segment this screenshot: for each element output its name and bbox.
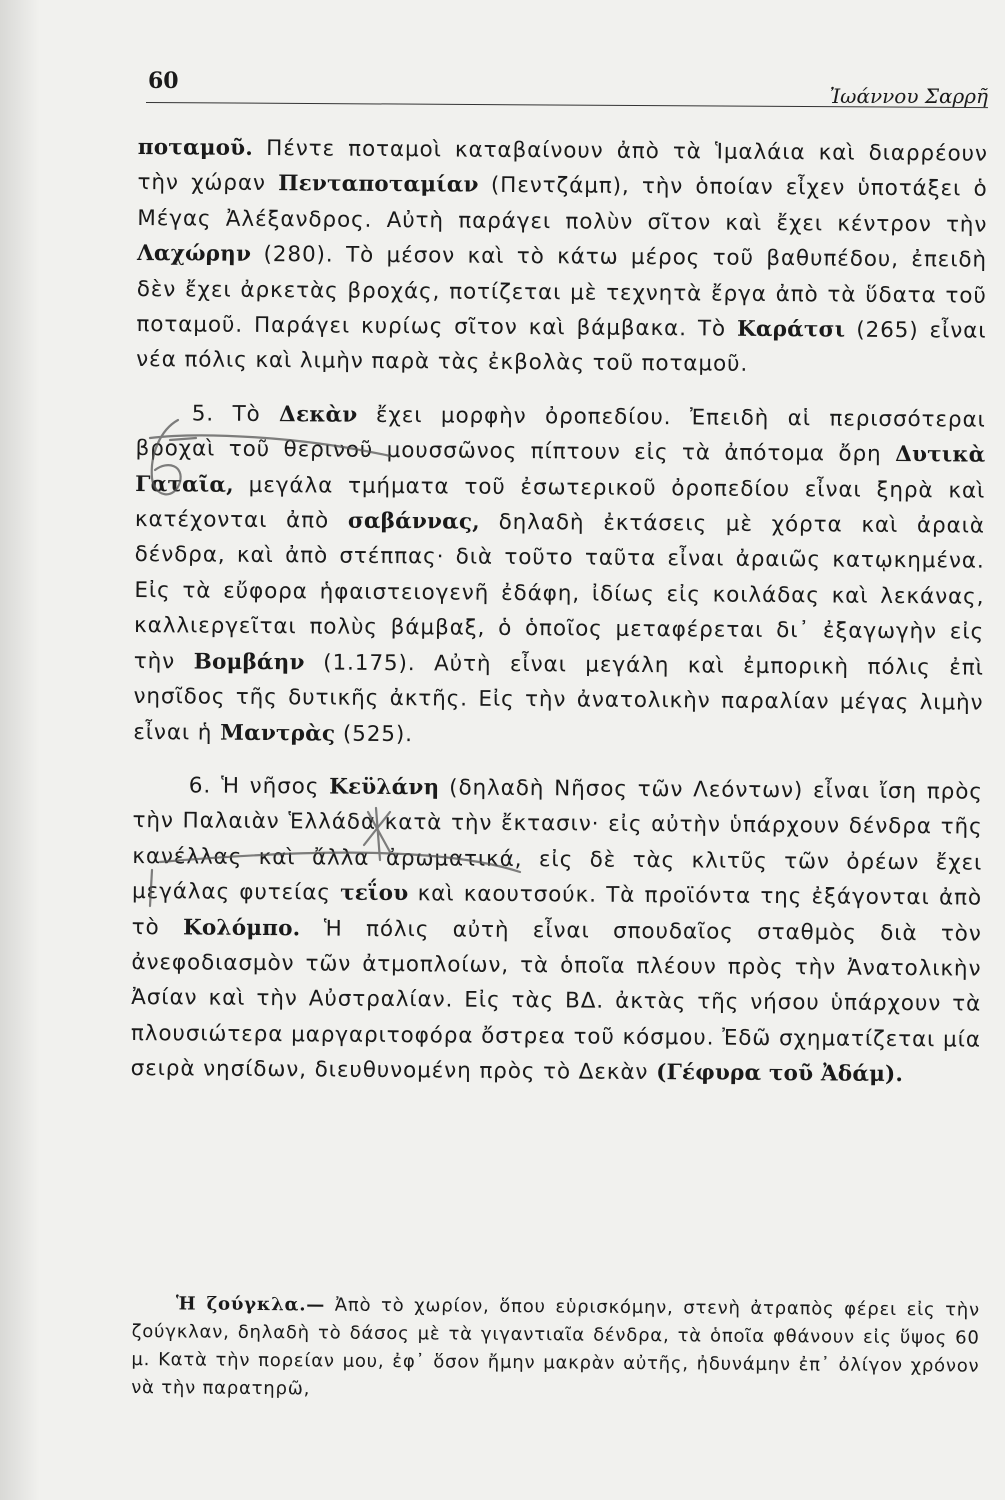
text-run: Ἡ πόλις αὐτὴ εἶναι σπουδαῖος σταθμὸς διὰ τὸν ἀνεφοδιασμὸν τῶν ἀτμοπλοίων, τὰ ὁποῖα πλέουν πρὸς τὴν Ἀνατολικὴν Ἀσίαν καὶ τὴν Αὐστραλίαν. Εἰς τὰς ΒΔ. ἀκτὰς τῆς νήσου ὑπάρχουν τὰ πλουσιώτερα μαργαριτοφόρα ὄστρεα τοῦ κόσμου. Ἐδῶ σχηματίζεται μία σειρὰ νησίδων, διευθυνομένη πρὸς τὸ Δεκὰν <box>130 915 982 1086</box>
bold-term: Λαχώρην <box>136 241 252 268</box>
text-run: (Πεντζάμπ), τὴν ὁποίαν εἶχεν ὑποτάξει ὁ Μέγας Ἀλέξανδρος. Αὐτὴ παράγει πολὺν σῖτον καὶ ἔχει κέντρον τὴν <box>137 173 988 238</box>
text-run: καὶ καουτσούκ. Τὰ προϊόντα της ἐξάγονται ἀπὸ τὸ <box>131 881 983 940</box>
text-run: 5. Τὸ <box>191 401 280 427</box>
footnote-jungle <box>131 1290 980 1409</box>
text-run: (265) εἶναι νέα πόλις καὶ λιμὴν παρὰ τὰς ἐκβολὰς τοῦ ποταμοῦ. <box>136 317 987 378</box>
bold-term: τεΐου <box>340 880 409 907</box>
bold-term: ποταμοῦ. <box>137 134 254 161</box>
page-number: 60 <box>148 68 179 94</box>
bold-term: Κολόμπο. <box>182 914 301 941</box>
text-run: (525). <box>335 721 414 747</box>
text-run: μεγάλα τμήματα τοῦ ἐσωτερικοῦ ὀροπεδίου εἶναι ξηρὰ καὶ κατέχονται ἀπὸ <box>134 472 986 534</box>
text-run: (280). Τὸ μέσον καὶ τὸ κάτω μέρος τοῦ βαθυπέδου, ἐπειδὴ δὲν ἔχει ἀρκετὰς βροχάς, ποτίζεται μὲ τεχνητὰ ἔργα ἀπὸ τὰ ὕδατα τοῦ ποταμοῦ. Παράγει κυρίως σῖτον καὶ βάμβακα. Τὸ <box>136 242 988 342</box>
body-text <box>130 130 987 1093</box>
bold-term: Βομβάην <box>193 649 305 676</box>
text-run: (δηλαδὴ Νῆσος τῶν Λεόντων) εἶναι ἴση πρὸς τὴν Παλαιὰν Ἑλλάδα κατὰ τὴν ἔκτασιν· εἰς αὐτὴν ὑπάρχουν δένδρα τῆς κανέλλας καὶ ἄλλα ἀρωματικά, εἰς δὲ τὰς κλιτῦς τῶν ὀρέων ἔχει μεγάλας φυτείας <box>131 775 983 906</box>
paragraph-deccan <box>133 396 986 757</box>
bold-term: Δεκὰν <box>279 401 358 428</box>
paragraph-punjab <box>136 130 988 385</box>
text-run: 6. Ἡ νῆσος <box>188 773 330 800</box>
footnote-text: Ἀπὸ τὸ χωρίον, ὅπου εὑρισκόμην, στενὴ ἀτραπὸς φέρει εἰς τὴν ζούγκλαν, δηλαδὴ τὸ δάσος μὲ τὰ γιγαντιαῖα δένδρα, τὰ ὁποῖα φθάνουν εἰς ὕψος 60 μ. Κατὰ τὴν πορείαν μου, ἐφ᾿ ὅσον ἤμην μακρὰν αὐτῆς, ἠδυνάμην ἐπ᾿ ὀλίγον χρόνον νὰ τὴν παρατηρῶ, <box>131 1294 980 1400</box>
text-run: δηλαδὴ ἐκτάσεις μὲ χόρτα καὶ ἀραιὰ δένδρα, καὶ ἀπὸ στέππας· διὰ τοῦτο ταῦτα εἶναι ἀραιῶς κατῳκημένα. Εἰς τὰ εὔφορα ἡφαιστειογενῆ ἐδάφη, ἰδίως εἰς κοιλάδας καὶ λεκάνας, καλλιεργεῖται πολὺς βάμβαξ, ὁ ὁποῖος μεταφέρεται δι᾿ ἐξαγωγὴν εἰς τὴν <box>133 509 986 675</box>
text-run: (1.175). Αὐτὴ εἶναι μεγάλη καὶ ἐμπορικὴ πόλις ἐπὶ νησῖδος τῆς δυτικῆς ἀκτῆς. Εἰς τὴν ἀνατολικὴν παραλίαν μέγας λιμὴν εἶναι ἡ <box>133 650 984 746</box>
footnote-title: Ἡ ζούγκλα.— <box>175 1293 326 1316</box>
bold-term: σαβάννας, <box>347 508 480 535</box>
text-run: ἔχει μορφὴν ὀροπεδίου. Ἐπειδὴ αἱ περισσότεραι βροχαὶ τοῦ θερινοῦ μουσσῶνος πίπτουν εἰς τὰ ἀπότομα ὄρη <box>135 402 986 468</box>
bold-term: Κεϋλάνη <box>329 774 440 801</box>
text-run: Πέντε ποταμοὶ καταβαίνουν ἀπὸ τὰ Ἱμαλάια καὶ διαρρέουν τὴν χώραν <box>137 135 988 197</box>
bold-term: Καράτσι <box>736 316 846 343</box>
bold-term: Μαντρὰς <box>220 720 336 747</box>
bold-term: Πενταποταμίαν <box>278 171 479 199</box>
paragraph-ceylon <box>130 768 982 1093</box>
page-header <box>146 60 988 120</box>
bold-term: (Γέφυρα τοῦ Ἀδάμ). <box>656 1060 904 1088</box>
bold-term: Δυτικὰ Γαταῖα, <box>135 442 986 498</box>
running-head: Ἰωάννου Σαρρῆ <box>829 84 988 108</box>
